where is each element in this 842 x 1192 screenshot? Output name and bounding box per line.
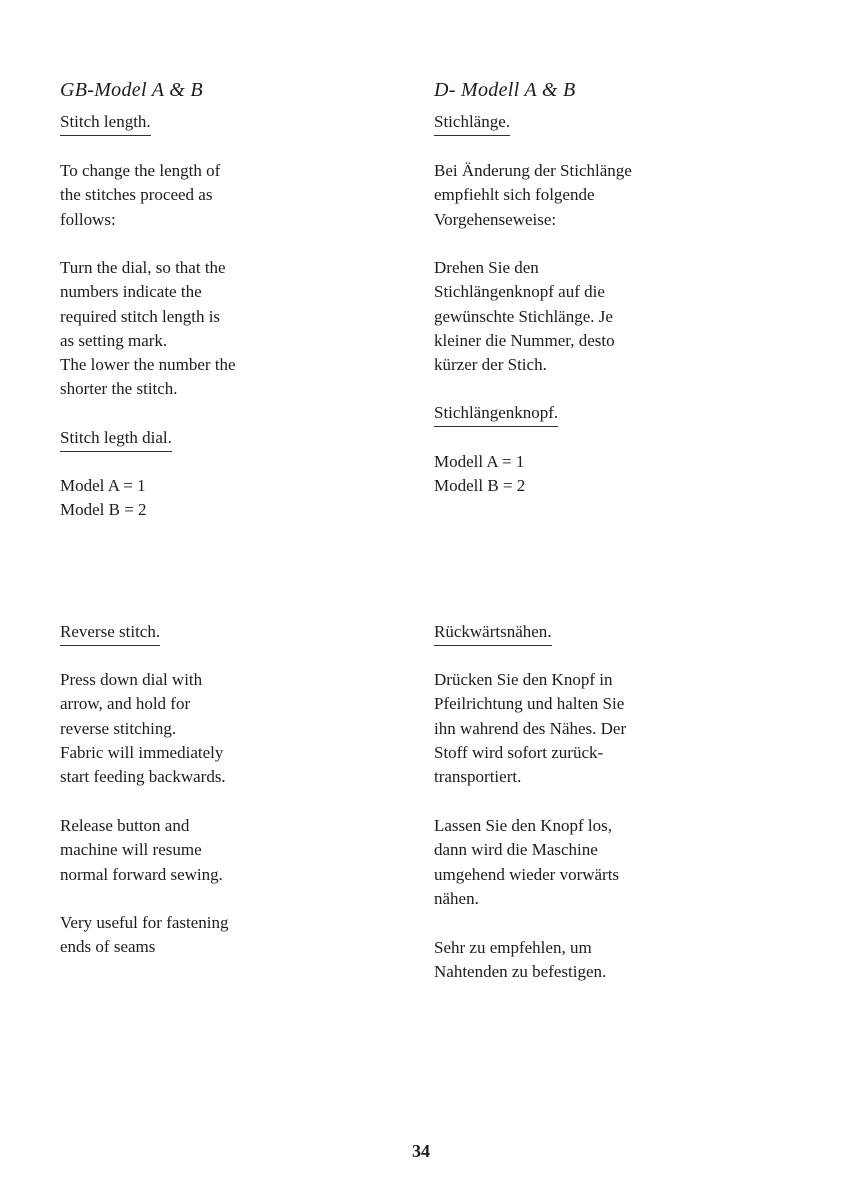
english-reverse-line: arrow, and hold for	[60, 694, 191, 714]
german-release-line: dann wird die Maschine	[434, 840, 598, 860]
german-useful-line: Nahtenden zu befestigen.	[434, 962, 607, 982]
german-reverse-heading-text: Rückwärtsnähen.	[434, 621, 552, 646]
german-intro-line: Bei Änderung der Stichlänge	[434, 161, 632, 180]
page-number: 34	[412, 1141, 430, 1161]
german-reverse-line: Stoff wird sofort zurück-	[434, 742, 604, 762]
english-reverse-line: reverse stitching.	[60, 718, 177, 738]
english-model-line: Model A = 1	[60, 476, 146, 495]
english-reverse-line: Fabric will immediately	[60, 742, 224, 762]
english-dial-heading-text: Stitch legth dial.	[60, 427, 172, 452]
german-instructions-line: Drehen Sie den	[434, 258, 539, 277]
german-useful-line: Sehr zu empfehlen, um	[434, 938, 592, 957]
german-title: D- Modell A & B	[434, 79, 576, 101]
english-reverse-line: start feeding backwards.	[60, 767, 226, 787]
german-reverse-paragraph	[434, 668, 734, 789]
german-reverse-line: ihn wahrend des Nähes. Der	[434, 718, 627, 738]
english-instructions-line: required stitch length is	[60, 306, 221, 326]
english-instructions-paragraph	[60, 256, 360, 402]
english-useful-line: ends of seams	[60, 937, 156, 957]
english-useful-line: Very useful for fastening	[60, 913, 229, 932]
english-models-list	[60, 474, 360, 523]
german-reverse-line: transportiert.	[434, 767, 522, 787]
german-reverse-line: Pfeilrichtung und halten Sie	[434, 694, 625, 714]
english-reverse-heading-text: Reverse stitch.	[60, 621, 160, 646]
english-useful-paragraph	[60, 911, 360, 960]
german-model-line: Modell A = 1	[434, 452, 525, 471]
german-stitch-length-heading-text: Stichlänge.	[434, 111, 510, 136]
english-instructions-line: Turn the dial, so that the	[60, 258, 226, 277]
german-release-paragraph	[434, 814, 734, 911]
english-dial-heading	[60, 427, 360, 452]
german-reverse-line: Drücken Sie den Knopf in	[434, 670, 613, 689]
english-intro-line: the stitches proceed as	[60, 185, 213, 205]
english-reverse-paragraph	[60, 668, 360, 789]
english-intro-paragraph	[60, 159, 360, 232]
english-intro-line: To change the length of	[60, 161, 221, 180]
german-intro-line: Vorgehenseweise:	[434, 209, 557, 229]
english-stitch-length-heading-text: Stitch length.	[60, 111, 151, 136]
english-reverse-line: Press down dial with	[60, 670, 203, 689]
english-title: GB-Model A & B	[60, 79, 203, 101]
german-intro-line: empfiehlt sich folgende	[434, 185, 595, 205]
english-model-line: Model B = 2	[60, 500, 147, 520]
german-instructions-line: Stichlängenknopf auf die	[434, 282, 605, 302]
german-release-line: umgehend wieder vorwärts	[434, 864, 620, 884]
english-instructions-line: shorter the stitch.	[60, 379, 178, 399]
german-model-line: Modell B = 2	[434, 476, 526, 496]
english-release-paragraph	[60, 814, 360, 887]
german-models-list	[434, 450, 734, 499]
english-stitch-length-heading	[60, 111, 360, 136]
german-intro-paragraph	[434, 159, 734, 232]
english-reverse-heading	[60, 621, 360, 646]
german-dial-heading-text: Stichlängenknopf.	[434, 402, 558, 427]
german-release-line: Lassen Sie den Knopf los,	[434, 816, 613, 835]
german-stitch-length-heading	[434, 111, 734, 136]
german-instructions-paragraph	[434, 256, 734, 377]
german-instructions-line: kleiner die Nummer, desto	[434, 330, 615, 350]
english-instructions-line: as setting mark.	[60, 330, 168, 350]
english-instructions-line: The lower the number the	[60, 355, 236, 375]
german-dial-heading	[434, 402, 734, 427]
german-reverse-heading	[434, 621, 734, 646]
german-release-line: nähen.	[434, 888, 479, 908]
english-release-line: machine will resume	[60, 840, 202, 860]
german-instructions-line: kürzer der Stich.	[434, 355, 547, 375]
german-instructions-line: gewünschte Stichlänge. Je	[434, 306, 613, 326]
german-useful-paragraph	[434, 936, 734, 985]
english-intro-line: follows:	[60, 209, 116, 229]
english-release-line: Release button and	[60, 816, 190, 835]
english-instructions-line: numbers indicate the	[60, 282, 202, 302]
english-release-line: normal forward sewing.	[60, 864, 223, 884]
